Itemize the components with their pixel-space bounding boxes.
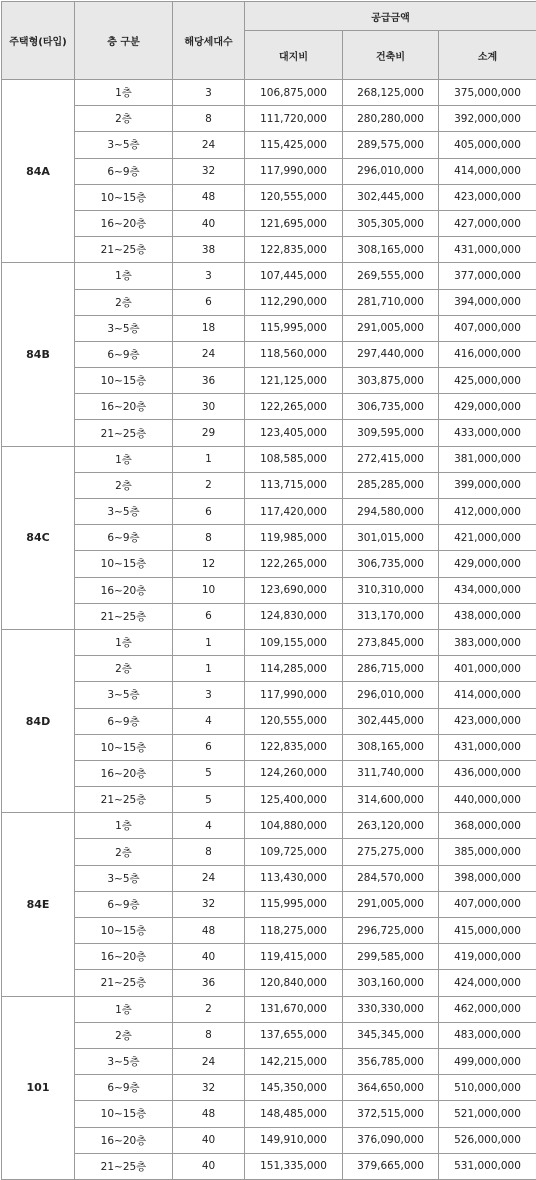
land-cell: 106,875,000 [245, 80, 343, 106]
building-cell: 379,665,000 [343, 1153, 439, 1179]
subtotal-cell: 429,000,000 [439, 551, 536, 577]
header-supply: 공급금액 [245, 2, 536, 31]
table-row [2, 839, 536, 865]
units-cell: 12 [173, 551, 245, 577]
land-cell: 151,335,000 [245, 1153, 343, 1179]
land-cell: 122,835,000 [245, 734, 343, 760]
building-cell: 313,170,000 [343, 603, 439, 629]
land-cell: 121,695,000 [245, 210, 343, 236]
floor-cell: 21~25층 [75, 420, 173, 446]
floor-cell: 1층 [75, 996, 173, 1022]
land-cell: 115,995,000 [245, 315, 343, 341]
header-land: 대지비 [245, 31, 343, 80]
table-row [2, 970, 536, 996]
subtotal-cell: 424,000,000 [439, 970, 536, 996]
building-cell: 268,125,000 [343, 80, 439, 106]
subtotal-cell: 440,000,000 [439, 787, 536, 813]
building-cell: 364,650,000 [343, 1075, 439, 1101]
table-row [2, 158, 536, 184]
units-cell: 1 [173, 446, 245, 472]
units-cell: 48 [173, 1101, 245, 1127]
building-cell: 281,710,000 [343, 289, 439, 315]
units-cell: 24 [173, 341, 245, 367]
building-cell: 311,740,000 [343, 760, 439, 786]
table-row [2, 1048, 536, 1074]
units-cell: 48 [173, 918, 245, 944]
land-cell: 125,400,000 [245, 787, 343, 813]
land-cell: 137,655,000 [245, 1022, 343, 1048]
units-cell: 36 [173, 368, 245, 394]
table-row [2, 760, 536, 786]
type-cell: 84C [2, 446, 75, 629]
subtotal-cell: 427,000,000 [439, 210, 536, 236]
table-row [2, 263, 536, 289]
floor-cell: 21~25층 [75, 787, 173, 813]
subtotal-cell: 377,000,000 [439, 263, 536, 289]
building-cell: 302,445,000 [343, 708, 439, 734]
floor-cell: 21~25층 [75, 1153, 173, 1179]
table-row [2, 106, 536, 132]
header-floor: 층 구분 [75, 2, 173, 80]
subtotal-cell: 416,000,000 [439, 341, 536, 367]
table-row [2, 603, 536, 629]
table-row [2, 865, 536, 891]
floor-cell: 21~25층 [75, 237, 173, 263]
units-cell: 40 [173, 210, 245, 236]
units-cell: 32 [173, 891, 245, 917]
table-row [2, 629, 536, 655]
land-cell: 121,125,000 [245, 368, 343, 394]
land-cell: 113,430,000 [245, 865, 343, 891]
subtotal-cell: 415,000,000 [439, 918, 536, 944]
table-row [2, 734, 536, 760]
table-row [2, 80, 536, 106]
subtotal-cell: 429,000,000 [439, 394, 536, 420]
building-cell: 299,585,000 [343, 944, 439, 970]
land-cell: 117,990,000 [245, 682, 343, 708]
floor-cell: 10~15층 [75, 368, 173, 394]
floor-cell: 2층 [75, 289, 173, 315]
floor-cell: 2층 [75, 106, 173, 132]
units-cell: 40 [173, 1127, 245, 1153]
type-cell: 84B [2, 263, 75, 446]
floor-cell: 21~25층 [75, 970, 173, 996]
type-cell: 84D [2, 629, 75, 812]
floor-cell: 2층 [75, 839, 173, 865]
floor-cell: 3~5층 [75, 682, 173, 708]
building-cell: 289,575,000 [343, 132, 439, 158]
table-row [2, 368, 536, 394]
floor-cell: 10~15층 [75, 551, 173, 577]
table-row [2, 551, 536, 577]
floor-cell: 3~5층 [75, 1048, 173, 1074]
subtotal-cell: 407,000,000 [439, 891, 536, 917]
table-body [2, 80, 536, 1180]
subtotal-cell: 438,000,000 [439, 603, 536, 629]
building-cell: 303,160,000 [343, 970, 439, 996]
units-cell: 1 [173, 656, 245, 682]
building-cell: 280,280,000 [343, 106, 439, 132]
units-cell: 24 [173, 865, 245, 891]
units-cell: 32 [173, 1075, 245, 1101]
subtotal-cell: 401,000,000 [439, 656, 536, 682]
building-cell: 303,875,000 [343, 368, 439, 394]
type-cell: 84E [2, 813, 75, 996]
land-cell: 124,260,000 [245, 760, 343, 786]
land-cell: 113,715,000 [245, 472, 343, 498]
header-subtotal: 소계 [439, 31, 536, 80]
subtotal-cell: 385,000,000 [439, 839, 536, 865]
type-cell: 84A [2, 80, 75, 263]
units-cell: 40 [173, 1153, 245, 1179]
building-cell: 302,445,000 [343, 184, 439, 210]
table-row [2, 708, 536, 734]
land-cell: 149,910,000 [245, 1127, 343, 1153]
land-cell: 115,425,000 [245, 132, 343, 158]
units-cell: 6 [173, 499, 245, 525]
floor-cell: 10~15층 [75, 734, 173, 760]
floor-cell: 3~5층 [75, 132, 173, 158]
land-cell: 107,445,000 [245, 263, 343, 289]
header-type: 주택형(타입) [2, 2, 75, 80]
building-cell: 275,275,000 [343, 839, 439, 865]
units-cell: 30 [173, 394, 245, 420]
land-cell: 124,830,000 [245, 603, 343, 629]
subtotal-cell: 421,000,000 [439, 525, 536, 551]
subtotal-cell: 423,000,000 [439, 708, 536, 734]
subtotal-cell: 431,000,000 [439, 734, 536, 760]
building-cell: 356,785,000 [343, 1048, 439, 1074]
subtotal-cell: 483,000,000 [439, 1022, 536, 1048]
land-cell: 118,275,000 [245, 918, 343, 944]
subtotal-cell: 433,000,000 [439, 420, 536, 446]
building-cell: 296,010,000 [343, 158, 439, 184]
table-row [2, 1153, 536, 1179]
table-row [2, 787, 536, 813]
units-cell: 48 [173, 184, 245, 210]
table-row [2, 1127, 536, 1153]
land-cell: 114,285,000 [245, 656, 343, 682]
subtotal-cell: 531,000,000 [439, 1153, 536, 1179]
units-cell: 5 [173, 787, 245, 813]
units-cell: 8 [173, 1022, 245, 1048]
header-building: 건축비 [343, 31, 439, 80]
table-row [2, 315, 536, 341]
table-row [2, 237, 536, 263]
land-cell: 115,995,000 [245, 891, 343, 917]
units-cell: 2 [173, 472, 245, 498]
supply-price-table [1, 1, 536, 1180]
floor-cell: 16~20층 [75, 1127, 173, 1153]
land-cell: 109,155,000 [245, 629, 343, 655]
type-cell: 101 [2, 996, 75, 1179]
building-cell: 285,285,000 [343, 472, 439, 498]
table-row [2, 918, 536, 944]
subtotal-cell: 399,000,000 [439, 472, 536, 498]
floor-cell: 2층 [75, 472, 173, 498]
table-row [2, 656, 536, 682]
floor-cell: 2층 [75, 656, 173, 682]
subtotal-cell: 394,000,000 [439, 289, 536, 315]
table-row [2, 499, 536, 525]
units-cell: 8 [173, 525, 245, 551]
floor-cell: 6~9층 [75, 158, 173, 184]
floor-cell: 16~20층 [75, 577, 173, 603]
subtotal-cell: 381,000,000 [439, 446, 536, 472]
subtotal-cell: 368,000,000 [439, 813, 536, 839]
floor-cell: 1층 [75, 629, 173, 655]
land-cell: 118,560,000 [245, 341, 343, 367]
land-cell: 123,405,000 [245, 420, 343, 446]
building-cell: 291,005,000 [343, 891, 439, 917]
table-row [2, 446, 536, 472]
header-units: 해당세대수 [173, 2, 245, 80]
units-cell: 8 [173, 839, 245, 865]
subtotal-cell: 419,000,000 [439, 944, 536, 970]
units-cell: 6 [173, 734, 245, 760]
building-cell: 263,120,000 [343, 813, 439, 839]
building-cell: 308,165,000 [343, 734, 439, 760]
land-cell: 120,555,000 [245, 708, 343, 734]
floor-cell: 16~20층 [75, 760, 173, 786]
table-header [2, 2, 536, 80]
building-cell: 286,715,000 [343, 656, 439, 682]
table-row [2, 394, 536, 420]
units-cell: 10 [173, 577, 245, 603]
land-cell: 112,290,000 [245, 289, 343, 315]
subtotal-cell: 414,000,000 [439, 682, 536, 708]
floor-cell: 6~9층 [75, 525, 173, 551]
units-cell: 24 [173, 132, 245, 158]
building-cell: 345,345,000 [343, 1022, 439, 1048]
building-cell: 372,515,000 [343, 1101, 439, 1127]
land-cell: 122,835,000 [245, 237, 343, 263]
building-cell: 301,015,000 [343, 525, 439, 551]
subtotal-cell: 375,000,000 [439, 80, 536, 106]
floor-cell: 10~15층 [75, 918, 173, 944]
units-cell: 5 [173, 760, 245, 786]
subtotal-cell: 423,000,000 [439, 184, 536, 210]
table-row [2, 341, 536, 367]
building-cell: 294,580,000 [343, 499, 439, 525]
building-cell: 297,440,000 [343, 341, 439, 367]
subtotal-cell: 412,000,000 [439, 499, 536, 525]
units-cell: 3 [173, 682, 245, 708]
land-cell: 120,555,000 [245, 184, 343, 210]
units-cell: 4 [173, 708, 245, 734]
floor-cell: 16~20층 [75, 394, 173, 420]
units-cell: 8 [173, 106, 245, 132]
subtotal-cell: 462,000,000 [439, 996, 536, 1022]
subtotal-cell: 398,000,000 [439, 865, 536, 891]
land-cell: 117,990,000 [245, 158, 343, 184]
table-row [2, 1075, 536, 1101]
table-row [2, 577, 536, 603]
land-cell: 117,420,000 [245, 499, 343, 525]
subtotal-cell: 521,000,000 [439, 1101, 536, 1127]
table-row [2, 184, 536, 210]
subtotal-cell: 414,000,000 [439, 158, 536, 184]
table-row [2, 289, 536, 315]
land-cell: 120,840,000 [245, 970, 343, 996]
land-cell: 145,350,000 [245, 1075, 343, 1101]
units-cell: 40 [173, 944, 245, 970]
land-cell: 104,880,000 [245, 813, 343, 839]
building-cell: 291,005,000 [343, 315, 439, 341]
land-cell: 142,215,000 [245, 1048, 343, 1074]
land-cell: 119,985,000 [245, 525, 343, 551]
building-cell: 269,555,000 [343, 263, 439, 289]
building-cell: 306,735,000 [343, 551, 439, 577]
land-cell: 108,585,000 [245, 446, 343, 472]
table-row [2, 132, 536, 158]
units-cell: 6 [173, 289, 245, 315]
floor-cell: 3~5층 [75, 499, 173, 525]
subtotal-cell: 383,000,000 [439, 629, 536, 655]
units-cell: 6 [173, 603, 245, 629]
subtotal-cell: 526,000,000 [439, 1127, 536, 1153]
table-row [2, 813, 536, 839]
units-cell: 36 [173, 970, 245, 996]
table-row [2, 682, 536, 708]
table-row [2, 210, 536, 236]
table-row [2, 944, 536, 970]
subtotal-cell: 499,000,000 [439, 1048, 536, 1074]
table-row [2, 891, 536, 917]
floor-cell: 1층 [75, 813, 173, 839]
table-row [2, 525, 536, 551]
table-row [2, 420, 536, 446]
land-cell: 119,415,000 [245, 944, 343, 970]
units-cell: 4 [173, 813, 245, 839]
subtotal-cell: 510,000,000 [439, 1075, 536, 1101]
land-cell: 109,725,000 [245, 839, 343, 865]
building-cell: 376,090,000 [343, 1127, 439, 1153]
building-cell: 273,845,000 [343, 629, 439, 655]
floor-cell: 1층 [75, 446, 173, 472]
floor-cell: 21~25층 [75, 603, 173, 629]
land-cell: 131,670,000 [245, 996, 343, 1022]
building-cell: 308,165,000 [343, 237, 439, 263]
building-cell: 284,570,000 [343, 865, 439, 891]
floor-cell: 3~5층 [75, 865, 173, 891]
building-cell: 296,010,000 [343, 682, 439, 708]
land-cell: 148,485,000 [245, 1101, 343, 1127]
units-cell: 29 [173, 420, 245, 446]
subtotal-cell: 436,000,000 [439, 760, 536, 786]
building-cell: 296,725,000 [343, 918, 439, 944]
table-row [2, 472, 536, 498]
building-cell: 314,600,000 [343, 787, 439, 813]
units-cell: 32 [173, 158, 245, 184]
floor-cell: 10~15층 [75, 1101, 173, 1127]
building-cell: 310,310,000 [343, 577, 439, 603]
floor-cell: 6~9층 [75, 341, 173, 367]
building-cell: 272,415,000 [343, 446, 439, 472]
land-cell: 123,690,000 [245, 577, 343, 603]
floor-cell: 1층 [75, 80, 173, 106]
building-cell: 305,305,000 [343, 210, 439, 236]
floor-cell: 6~9층 [75, 891, 173, 917]
table-row [2, 1101, 536, 1127]
floor-cell: 16~20층 [75, 944, 173, 970]
subtotal-cell: 434,000,000 [439, 577, 536, 603]
subtotal-cell: 407,000,000 [439, 315, 536, 341]
units-cell: 3 [173, 263, 245, 289]
table-row [2, 996, 536, 1022]
building-cell: 330,330,000 [343, 996, 439, 1022]
subtotal-cell: 405,000,000 [439, 132, 536, 158]
floor-cell: 2층 [75, 1022, 173, 1048]
units-cell: 38 [173, 237, 245, 263]
floor-cell: 3~5층 [75, 315, 173, 341]
floor-cell: 16~20층 [75, 210, 173, 236]
building-cell: 309,595,000 [343, 420, 439, 446]
units-cell: 3 [173, 80, 245, 106]
table-row [2, 1022, 536, 1048]
floor-cell: 6~9층 [75, 1075, 173, 1101]
floor-cell: 10~15층 [75, 184, 173, 210]
land-cell: 111,720,000 [245, 106, 343, 132]
subtotal-cell: 392,000,000 [439, 106, 536, 132]
units-cell: 1 [173, 629, 245, 655]
building-cell: 306,735,000 [343, 394, 439, 420]
floor-cell: 1층 [75, 263, 173, 289]
subtotal-cell: 425,000,000 [439, 368, 536, 394]
land-cell: 122,265,000 [245, 551, 343, 577]
units-cell: 2 [173, 996, 245, 1022]
land-cell: 122,265,000 [245, 394, 343, 420]
floor-cell: 6~9층 [75, 708, 173, 734]
units-cell: 24 [173, 1048, 245, 1074]
subtotal-cell: 431,000,000 [439, 237, 536, 263]
units-cell: 18 [173, 315, 245, 341]
